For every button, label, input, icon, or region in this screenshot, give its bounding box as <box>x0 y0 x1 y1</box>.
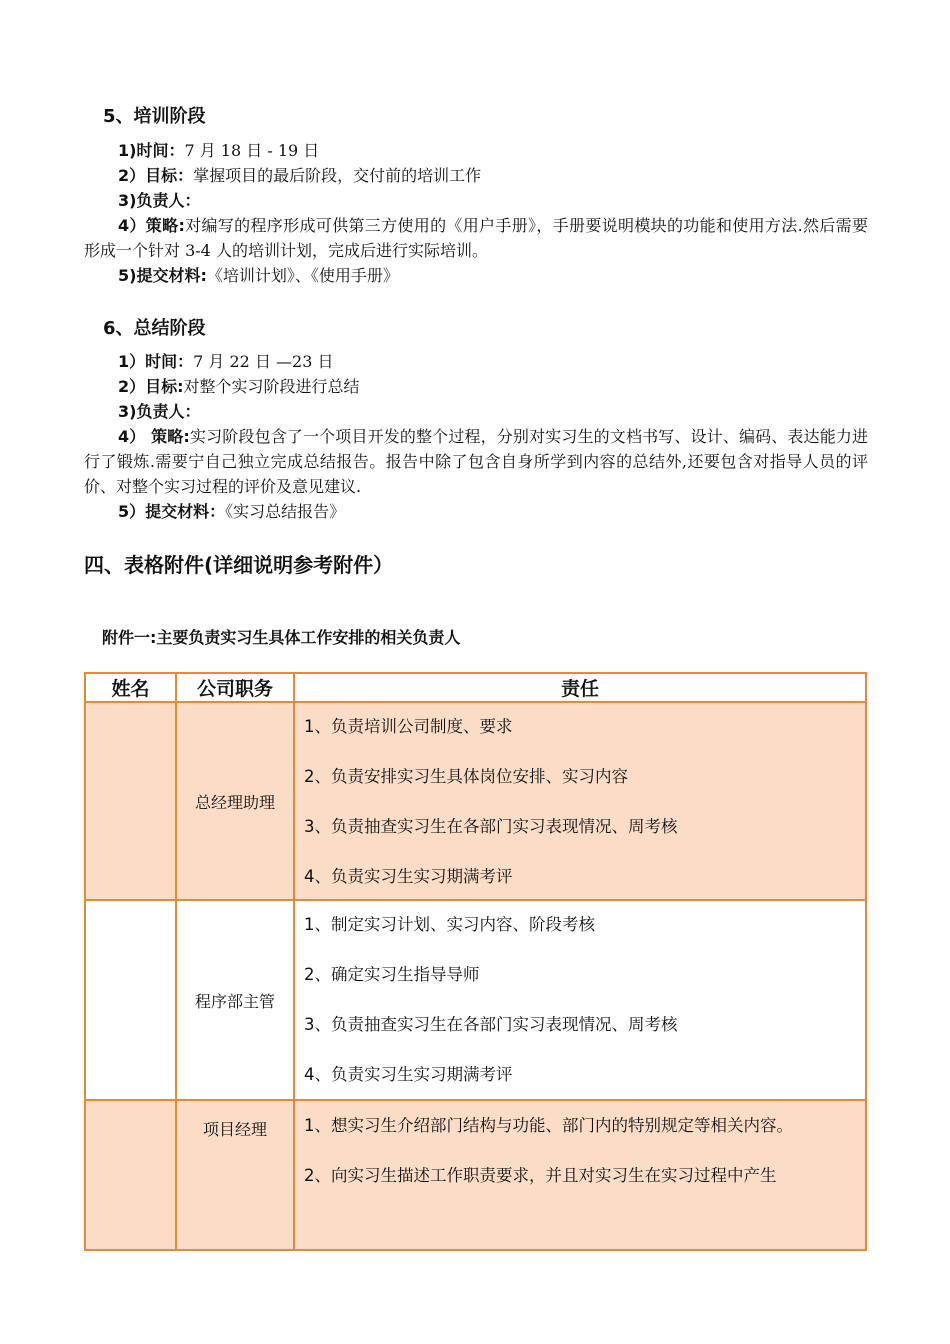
section6-goal-value: 对整个实习阶段进行总结 <box>183 377 360 396</box>
section5-goal-value: 掌握项目的最后阶段，交付前的培训工作 <box>193 166 482 185</box>
table-row <box>85 1100 866 1250</box>
cell-duties <box>294 702 866 900</box>
cell-duties <box>294 1100 866 1250</box>
duty-item: 3、负责抽查实习生在各部门实习表现情况、周考核 <box>304 1015 678 1034</box>
table-row <box>85 702 866 900</box>
section6-owner-label: 3)负责人： <box>118 402 201 421</box>
table-header-row <box>85 673 866 702</box>
section4-title: 四、表格附件(详细说明参考附件） <box>84 553 394 577</box>
section6-time-label: 1）时间： <box>118 352 194 371</box>
section6-strategy-label: 4） 策略: <box>118 427 190 446</box>
duty-item: 1、负责培训公司制度、要求 <box>304 717 513 736</box>
section6-title: 6、总结阶段 <box>103 318 206 339</box>
header-position: 公司职务 <box>176 673 294 702</box>
section5-goal <box>118 163 481 188</box>
section5-time-value: 7 月 18 日 - 19 日 <box>184 141 320 160</box>
cell-name <box>85 900 176 1100</box>
section6-time <box>118 349 333 374</box>
section6-goal <box>118 374 360 399</box>
duty-item: 2、负责安排实习生具体岗位安排、实习内容 <box>304 767 628 786</box>
section6-strategy-value: 实习阶段包含了一个项目开发的整个过程，分别对实习生的文档书写、设计、编码、表达能力进行了锻炼.需要宁自己独立完成总结报告。报告中除了包含自身所学到内容的总结外,还要包含对指导人员的评价、对整个实习过程的评价及意见建议. <box>84 427 868 496</box>
responsibility-table <box>84 672 867 1251</box>
section5-owner <box>118 188 200 213</box>
table-row <box>85 900 866 1100</box>
section5-strategy <box>84 213 868 263</box>
section5-materials-value: 《培训计划》、《使用手册》 <box>206 266 399 285</box>
duty-item: 2、确定实习生指导导师 <box>304 965 480 984</box>
section5-materials-label: 5)提交材料: <box>118 266 207 285</box>
section5-strategy-value: 对编写的程序形成可供第三方使用的《用户手册》，手册要说明模块的功能和使用方法.然后需要形成一个针对 3-4 人的培训计划，完成后进行实际培训。 <box>84 216 868 260</box>
section6-materials-label: 5）提交材料： <box>118 502 226 521</box>
cell-position: 程序部主管 <box>176 900 294 1100</box>
section5-title: 5、培训阶段 <box>103 106 206 127</box>
cell-position: 总经理助理 <box>176 702 294 900</box>
cell-duties <box>294 900 866 1100</box>
annex1-title: 附件一:主要负责实习生具体工作安排的相关负责人 <box>102 628 461 647</box>
section5-materials <box>118 263 399 288</box>
duty-item: 1、想实习生介绍部门结构与功能、部门内的特别规定等相关内容。 <box>304 1116 793 1135</box>
duty-item: 1、制定实习计划、实习内容、阶段考核 <box>304 915 595 934</box>
section6-materials-value: 《实习总结报告》 <box>225 502 346 521</box>
section6-strategy <box>84 424 868 499</box>
section5-strategy-label: 4）策略: <box>118 216 185 235</box>
cell-name <box>85 1100 176 1250</box>
section6-time-value: 7 月 22 日 —23 日 <box>193 352 334 371</box>
cell-name <box>85 702 176 900</box>
section5-time <box>118 138 319 163</box>
duty-item: 4、负责实习生实习期满考评 <box>304 1065 513 1084</box>
duty-item: 3、负责抽查实习生在各部门实习表现情况、周考核 <box>304 817 678 836</box>
header-name: 姓名 <box>85 673 176 702</box>
section6-goal-label: 2）目标: <box>118 377 184 396</box>
duty-item: 2、向实习生描述工作职责要求，并且对实习生在实习过程中产生 <box>304 1166 777 1185</box>
section6-materials <box>118 499 345 524</box>
header-duties: 责任 <box>294 673 866 702</box>
section6-owner <box>118 399 200 424</box>
section5-time-label: 1)时间： <box>118 141 185 160</box>
section5-owner-label: 3)负责人： <box>118 191 201 210</box>
cell-position: 项目经理 <box>176 1100 294 1250</box>
duty-item: 4、负责实习生实习期满考评 <box>304 867 513 886</box>
section5-goal-label: 2）目标： <box>118 166 194 185</box>
